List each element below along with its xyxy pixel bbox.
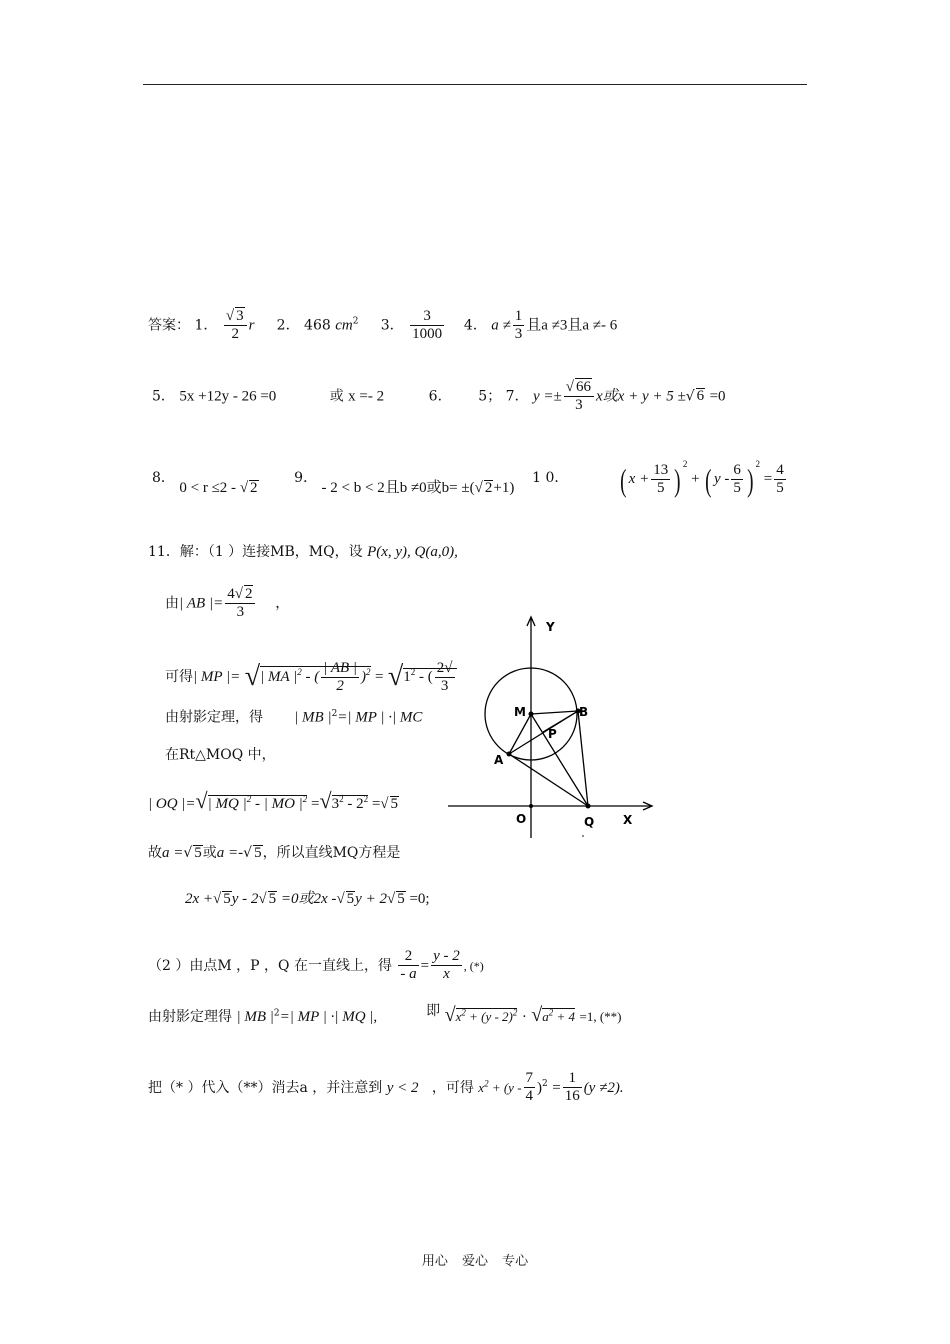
answer-4-fraction: $\frac{1}{3}$ [514,307,523,342]
answer-7-fraction: $\frac{√ 66}{3}$ [564,378,594,415]
mp-equation: 可得| MP |= √| MA $|^2$ - ( $\frac{| AB |}{2}$ )$^2 = √1^2$ - ( $\frac{2√}{3}$ [165,648,444,698]
label-o: O [516,812,527,826]
answer-10-expr: ( x + $\frac{13}{5}$ ) $^2$ + ( y - $\frac{6}{5}$ ) $^2$ = $\frac{4}{5}$ [620,459,784,498]
rt-triangle-line: 在Rt△MOQ 中， [165,747,276,763]
answer-3-fraction: $\frac{3}{1000}$ [412,307,443,342]
answers-row-1: 答案： 1． $\frac{√ 3}{2}$ r 2． 468 $cm^2$ 3． $\frac{3}{1000}$ 4． a ≠ $\frac{1}{3}$ 且a ≠3且a ≠- 6 [148,307,618,343]
point-m [529,712,534,717]
header-rule [143,84,807,85]
given-ab: 由| AB |= $\frac{4√ 2}{3}$ ， [165,586,290,621]
label-x: X [623,813,633,827]
oq-equation: | OQ |=√| MQ $|^2$ - | MO $|^2 =√3^2 - 2^2$ =√ 5 [148,788,399,813]
answer-5-expr: 5x +12y - 26 =0 [179,388,277,405]
line-mq-equation: 2x +√ 5y - 2√ 5 =0或2x -√ 5y + 2√ 5 =0; [185,891,430,907]
answers-row-2: 5． 5x +12y - 26 =0 或 x =- 2 6． 5； 7． y =± $\frac{√ 66}{3}$ x或x + y + 5 ±√ 6 =0 [152,379,726,414]
problem-11-heading: 11．解：（1 ）连接MB，MQ，设 P(x, y), Q(a,0), [148,544,458,560]
label-q: Q [584,815,595,829]
geometry-figure [440,610,670,850]
label-y: Y [546,620,555,634]
label-m: M [514,705,526,719]
part-2-projection: 由射影定理得 | MB $|^2=|$ MP | ·| MQ |, 即 $√x^2 + (y - 2)^2 \cdot √a^2 + 4 =1$, (**) [148,1003,622,1026]
part-2-final: 把（* ）代入（**）消去a ，并注意到 y < 2 ，可得 $x^2 + (y$ - $\frac{7}{4}$ )$^2$ = $\frac{1}{16}$ (y ≠2). [148,1070,624,1105]
point-o [529,804,533,808]
point-a [507,752,512,757]
projection-line-1: 由射影定理，得 | MB $|^2=|$ MP | ·| MC [165,709,423,726]
answers-row-3: 8． 0 < r ≤2 - √ 2 9． - 2 < b < 2且b ≠0或b= ±(√ 2+1) 1 0． [152,470,569,496]
label-b: B [579,705,589,719]
label-a: A [494,753,504,767]
page-footer: 用心 爱心 专心 [421,1254,529,1269]
answer-1-fraction: $\frac{√ 3}{2}$ [224,307,247,344]
answer-8-expr: 0 < r ≤2 - √ 2 [179,480,258,496]
label-p: P [548,727,557,741]
answer-label: 答案： [148,317,190,334]
answer-2-value: 468 [304,317,331,334]
conclusion-line: 故a =√ 5或a =-√ 5，所以直线MQ方程是 [148,845,401,861]
point-q [586,804,591,809]
answer-9-expr: - 2 < b < 2且b ≠0或b= ±(√ 2+1) [321,480,515,496]
part-2-collinear: （2 ）由点M ，P ，Q 在一直线上，得 $\frac{2}{- a}$ = $\frac{y - 2}{x}$ , (*) [148,948,484,983]
